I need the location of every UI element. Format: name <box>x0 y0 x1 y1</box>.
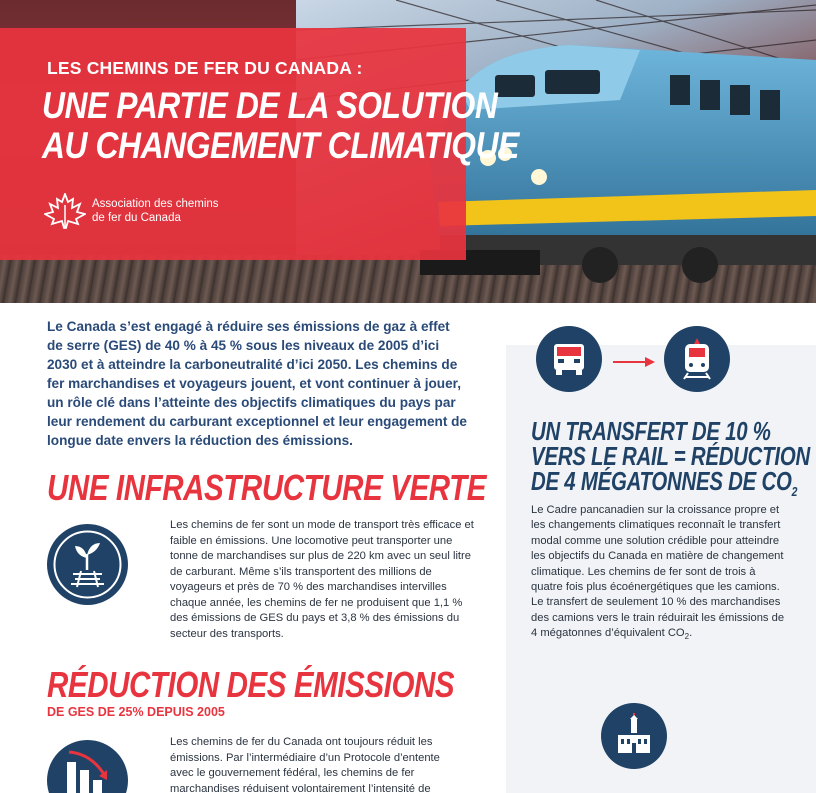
organization-name-line-1: Association des chemins <box>92 198 219 210</box>
modal-shift-body <box>531 503 786 645</box>
modal-shift-title-line-3 <box>531 470 810 504</box>
truck-icon <box>536 326 602 392</box>
organization-logo <box>44 193 232 229</box>
green-infrastructure-body: Les chemins de fer sont un mode de transport très efficace et faible en émissions. Une locomotive peut transporter une tonne de marchandises sur plus de 220 km avec un seul litre de carburant. Même s’ils transportent des millions de voyageurs et près de 70 % des marchandises intervilles chaque année, les chemins de fer ne produisent que 1,1 % des émissions de GES du pays et 3,8 % des émissions du secteur des transports. <box>170 519 474 640</box>
emissions-reduction-body: Les chemins de fer du Canada ont toujours réduit les émissions. Par l’intermédiaire d’un Protocole d’entente avec le gouvernement fédéral, les chemins de fer marchandises réduisent volontairement l’intensité de <box>170 736 440 793</box>
modal-shift-title <box>531 420 810 504</box>
hero-kicker: LES CHEMINS DE FER DU CANADA : <box>47 58 363 78</box>
hero-title <box>42 86 519 166</box>
plant-on-rail-icon <box>47 524 128 605</box>
co2-subscript: 2 <box>791 484 798 500</box>
declining-bar-chart-icon <box>47 740 128 793</box>
hero-banner <box>0 0 816 303</box>
emissions-reduction-title: RÉDUCTION DES ÉMISSIONS <box>47 664 455 705</box>
arrow-right-icon <box>613 354 655 364</box>
organization-name <box>92 197 232 225</box>
maple-leaf-icon <box>44 193 86 229</box>
hero-title-line-2: AU CHANGEMENT CLIMATIQUE <box>42 125 519 166</box>
hero-title-line-1: UNE PARTIE DE LA SOLUTION <box>42 85 498 126</box>
co2-subscript-body: 2 <box>684 632 690 642</box>
modal-shift-title-line-1: UN TRANSFERT DE 10 % <box>531 418 771 446</box>
parliament-icon <box>601 703 667 769</box>
train-icon <box>664 326 730 392</box>
modal-shift-title-line-2: VERS LE RAIL = RÉDUCTION <box>531 443 810 471</box>
intro-paragraph: Le Canada s’est engagé à réduire ses émissions de gaz à effet de serre (GES) de 40 % à 45 % sous les niveaux de 2005 d’ici 2030 et à atteindre la carboneutralité d’ici 2050. Les chemins de fer marchandises et voyageurs jouent, et vont continuer à jouer, un rôle clé dans l’atteinte des objectifs climatiques du pays par leur rendement du carburant exceptionnel et leur engagement de longue date envers la réduction des émissions. <box>47 319 467 448</box>
modal-shift-title-line-3-text: DE 4 MÉGATONNES DE CO <box>531 468 792 496</box>
organization-name-line-2: de fer du Canada <box>92 212 181 224</box>
modal-shift-body-end: . <box>689 627 693 640</box>
emissions-reduction-subtitle: DE GES DE 25% DEPUIS 2005 <box>47 705 225 719</box>
modal-shift-body-text: Le Cadre pancanadien sur la croissance propre et les changements climatiques reconnaît le transfert modal comme une solution crédible pour atteindre les objectifs du Canada en matière de changement climatique. Les chemins de fer sont de trois à quatre fois plus écoénergétiques que les camions. Le transfert de seulement 10 % des marchandises des camions vers le train réduirait les émissions de 4 mégatonnes d’équivalent CO <box>531 504 785 640</box>
green-infrastructure-title: UNE INFRASTRUCTURE VERTE <box>47 467 487 508</box>
